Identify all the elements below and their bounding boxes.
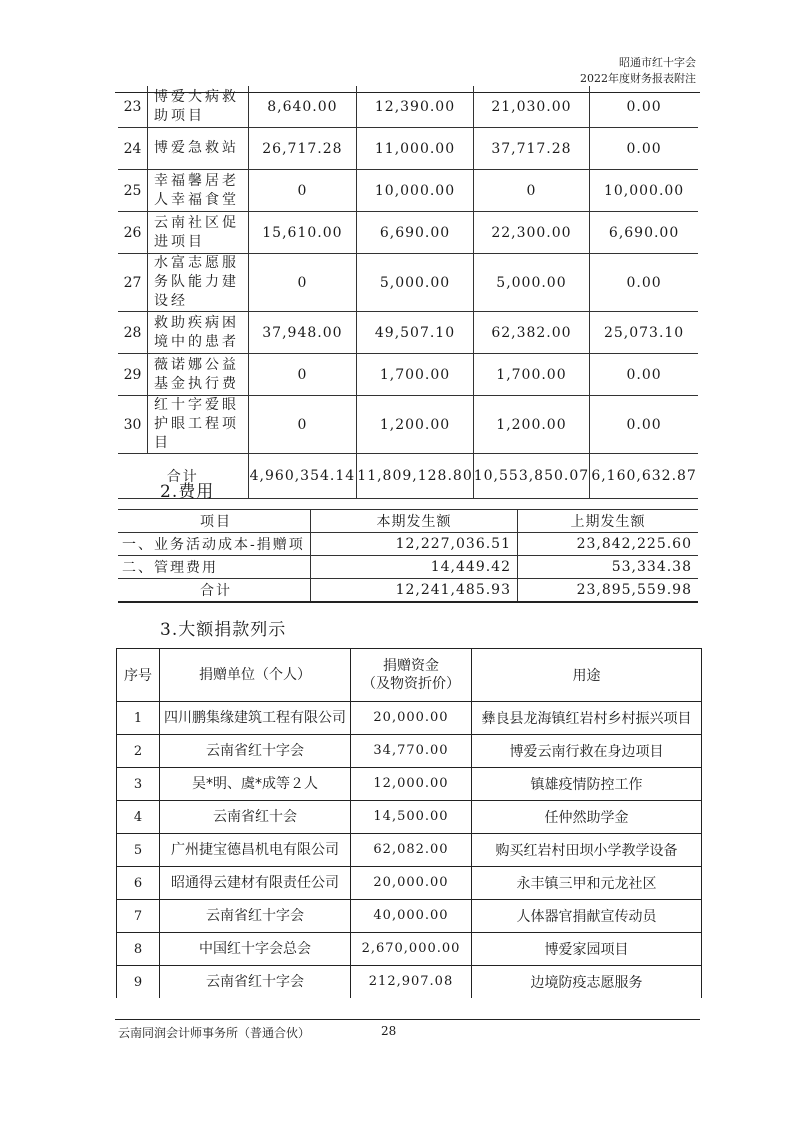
expense-item: 二、管理费用 xyxy=(118,556,311,579)
row-number: 7 xyxy=(117,900,160,933)
table-row xyxy=(118,312,698,354)
header-prior: 上期发生额 xyxy=(518,510,699,533)
total-label: 合计 xyxy=(118,454,248,499)
row-number: 29 xyxy=(118,354,148,396)
opening-balance: 8,640.00 xyxy=(248,86,357,128)
donor-name: 云南省红十字会 xyxy=(160,900,351,933)
total-closing: 6,160,632.87 xyxy=(590,454,698,499)
donor-name: 吴*明、虞*成等２人 xyxy=(160,768,351,801)
expense-item: 一、业务活动成本-捐赠项 xyxy=(118,533,311,556)
opening-balance: 26,717.28 xyxy=(248,128,357,170)
donation-purpose: 购买红岩村田坝小学教学设备 xyxy=(472,834,702,867)
table-row xyxy=(118,170,698,212)
project-name: 水富志愿服务队能力建设经 xyxy=(148,254,248,312)
row-number: 23 xyxy=(118,86,148,128)
donation-amount: 20,000.00 xyxy=(351,702,472,735)
prior-amount: 53,334.38 xyxy=(518,556,699,579)
donor-name: 广州捷宝德昌机电有限公司 xyxy=(160,834,351,867)
row-number: 1 xyxy=(117,702,160,735)
header-donor: 捐赠单位（个人） xyxy=(160,649,351,702)
current-increase: 10,000.00 xyxy=(357,170,473,212)
table-row xyxy=(117,702,702,735)
header-no: 序号 xyxy=(117,649,160,702)
donation-amount: 40,000.00 xyxy=(351,900,472,933)
donation-amount: 12,000.00 xyxy=(351,768,472,801)
table-row xyxy=(118,556,698,579)
opening-balance: 37,948.00 xyxy=(248,312,357,354)
current-decrease: 62,382.00 xyxy=(473,312,589,354)
project-name: 博爱大病救助项目 xyxy=(148,86,248,128)
header-amount-line1: 捐赠资金 xyxy=(383,658,439,674)
table-row xyxy=(118,128,698,170)
donation-amount: 34,770.00 xyxy=(351,735,472,768)
closing-balance: 25,073.10 xyxy=(590,312,698,354)
donation-purpose: 永丰镇三甲和元龙社区 xyxy=(472,867,702,900)
current-increase: 6,690.00 xyxy=(357,212,473,254)
table-row xyxy=(118,86,698,128)
donation-amount: 62,082.00 xyxy=(351,834,472,867)
table-row xyxy=(117,900,702,933)
current-decrease: 21,030.00 xyxy=(473,86,589,128)
row-number: 25 xyxy=(118,170,148,212)
current-increase: 1,200.00 xyxy=(357,396,473,454)
total-opening: 4,960,354.14 xyxy=(248,454,357,499)
row-number: 27 xyxy=(118,254,148,312)
project-name: 博爱急救站 xyxy=(148,128,248,170)
table-row xyxy=(117,933,702,966)
donor-name: 云南省红十字会 xyxy=(160,735,351,768)
donor-name: 云南省红十会 xyxy=(160,801,351,834)
header-item: 项目 xyxy=(118,510,311,533)
current-amount: 14,449.42 xyxy=(311,556,518,579)
opening-balance: 0 xyxy=(248,396,357,454)
footer-firm: 云南同润会计师事务所（普通合伙） xyxy=(118,1026,311,1040)
opening-balance: 15,610.00 xyxy=(248,212,357,254)
donor-name: 云南省红十字会 xyxy=(160,966,351,999)
header-purpose: 用途 xyxy=(472,649,702,702)
closing-balance: 0.00 xyxy=(590,354,698,396)
total-increase: 11,809,128.80 xyxy=(357,454,473,499)
table-header-row xyxy=(118,510,698,533)
row-number: 5 xyxy=(117,834,160,867)
page-number: 28 xyxy=(381,1024,397,1038)
table-row xyxy=(118,212,698,254)
closing-balance: 0.00 xyxy=(590,254,698,312)
row-number: 8 xyxy=(117,933,160,966)
row-number: 26 xyxy=(118,212,148,254)
closing-balance: 6,690.00 xyxy=(590,212,698,254)
row-number: 4 xyxy=(117,801,160,834)
current-decrease: 0 xyxy=(473,170,589,212)
header-current: 本期发生额 xyxy=(311,510,518,533)
section-title-expenses: 2.费用 xyxy=(160,482,215,502)
row-number: 24 xyxy=(118,128,148,170)
donor-name: 昭通得云建材有限责任公司 xyxy=(160,867,351,900)
current-amount: 12,227,036.51 xyxy=(311,533,518,556)
donation-amount: 20,000.00 xyxy=(351,867,472,900)
row-number: 2 xyxy=(117,735,160,768)
closing-balance: 0.00 xyxy=(590,396,698,454)
current-decrease: 22,300.00 xyxy=(473,212,589,254)
current-decrease: 1,200.00 xyxy=(473,396,589,454)
row-number: 28 xyxy=(118,312,148,354)
expenses-table xyxy=(118,509,698,603)
current-increase: 12,390.00 xyxy=(357,86,473,128)
project-name: 红十字爱眼护眼工程项目 xyxy=(148,396,248,454)
table-row xyxy=(118,396,698,454)
table-row xyxy=(117,735,702,768)
current-increase: 5,000.00 xyxy=(357,254,473,312)
footer-rule xyxy=(115,1019,700,1020)
donation-purpose: 边境防疫志愿服务 xyxy=(472,966,702,999)
table-row xyxy=(118,254,698,312)
table-row xyxy=(117,768,702,801)
project-income-table xyxy=(118,86,698,499)
total-label: 合计 xyxy=(118,579,311,603)
table-row xyxy=(118,533,698,556)
current-increase: 11,000.00 xyxy=(357,128,473,170)
closing-balance: 10,000.00 xyxy=(590,170,698,212)
project-name: 幸福馨居老人幸福食堂 xyxy=(148,170,248,212)
closing-balance: 0.00 xyxy=(590,86,698,128)
total-decrease: 10,553,850.07 xyxy=(473,454,589,499)
table-header-row xyxy=(117,649,702,702)
row-number: 30 xyxy=(118,396,148,454)
header-report-title: 2022年度财务报表附注 xyxy=(580,72,696,85)
current-decrease: 37,717.28 xyxy=(473,128,589,170)
donation-purpose: 镇雄疫情防控工作 xyxy=(472,768,702,801)
donation-purpose: 彝良县龙海镇红岩村乡村振兴项目 xyxy=(472,702,702,735)
current-decrease: 5,000.00 xyxy=(473,254,589,312)
prior-amount: 23,842,225.60 xyxy=(518,533,699,556)
donor-name: 中国红十字会总会 xyxy=(160,933,351,966)
row-number: 6 xyxy=(117,867,160,900)
large-donations-table xyxy=(116,648,702,998)
donor-name: 四川鹏集缘建筑工程有限公司 xyxy=(160,702,351,735)
donation-amount: 212,907.08 xyxy=(351,966,472,999)
donation-purpose: 博爱云南行救在身边项目 xyxy=(472,735,702,768)
row-number: 3 xyxy=(117,768,160,801)
header-org: 昭通市红十字会 xyxy=(619,56,696,69)
opening-balance: 0 xyxy=(248,254,357,312)
current-decrease: 1,700.00 xyxy=(473,354,589,396)
current-increase: 1,700.00 xyxy=(357,354,473,396)
donation-amount: 2,670,000.00 xyxy=(351,933,472,966)
donation-amount: 14,500.00 xyxy=(351,801,472,834)
total-current: 12,241,485.93 xyxy=(311,579,518,603)
table-row xyxy=(117,834,702,867)
project-name: 薇诺娜公益基金执行费 xyxy=(148,354,248,396)
total-prior: 23,895,559.98 xyxy=(518,579,699,603)
header-amount-line2: （及物资折价） xyxy=(362,676,460,692)
closing-balance: 0.00 xyxy=(590,128,698,170)
project-name: 云南社区促进项目 xyxy=(148,212,248,254)
table-row xyxy=(118,354,698,396)
donation-purpose: 博爱家园项目 xyxy=(472,933,702,966)
page-header xyxy=(580,55,696,87)
donation-purpose: 人体器官捐献宣传动员 xyxy=(472,900,702,933)
section-title-large-donations: 3.大额捐款列示 xyxy=(160,620,287,640)
total-row xyxy=(118,579,698,603)
table-row xyxy=(117,966,702,999)
donation-purpose: 任仲然助学金 xyxy=(472,801,702,834)
table-row xyxy=(117,801,702,834)
project-name: 救助疾病困境中的患者 xyxy=(148,312,248,354)
header-amount xyxy=(351,649,472,702)
current-increase: 49,507.10 xyxy=(357,312,473,354)
opening-balance: 0 xyxy=(248,354,357,396)
row-number: 9 xyxy=(117,966,160,999)
table-row xyxy=(117,867,702,900)
opening-balance: 0 xyxy=(248,170,357,212)
